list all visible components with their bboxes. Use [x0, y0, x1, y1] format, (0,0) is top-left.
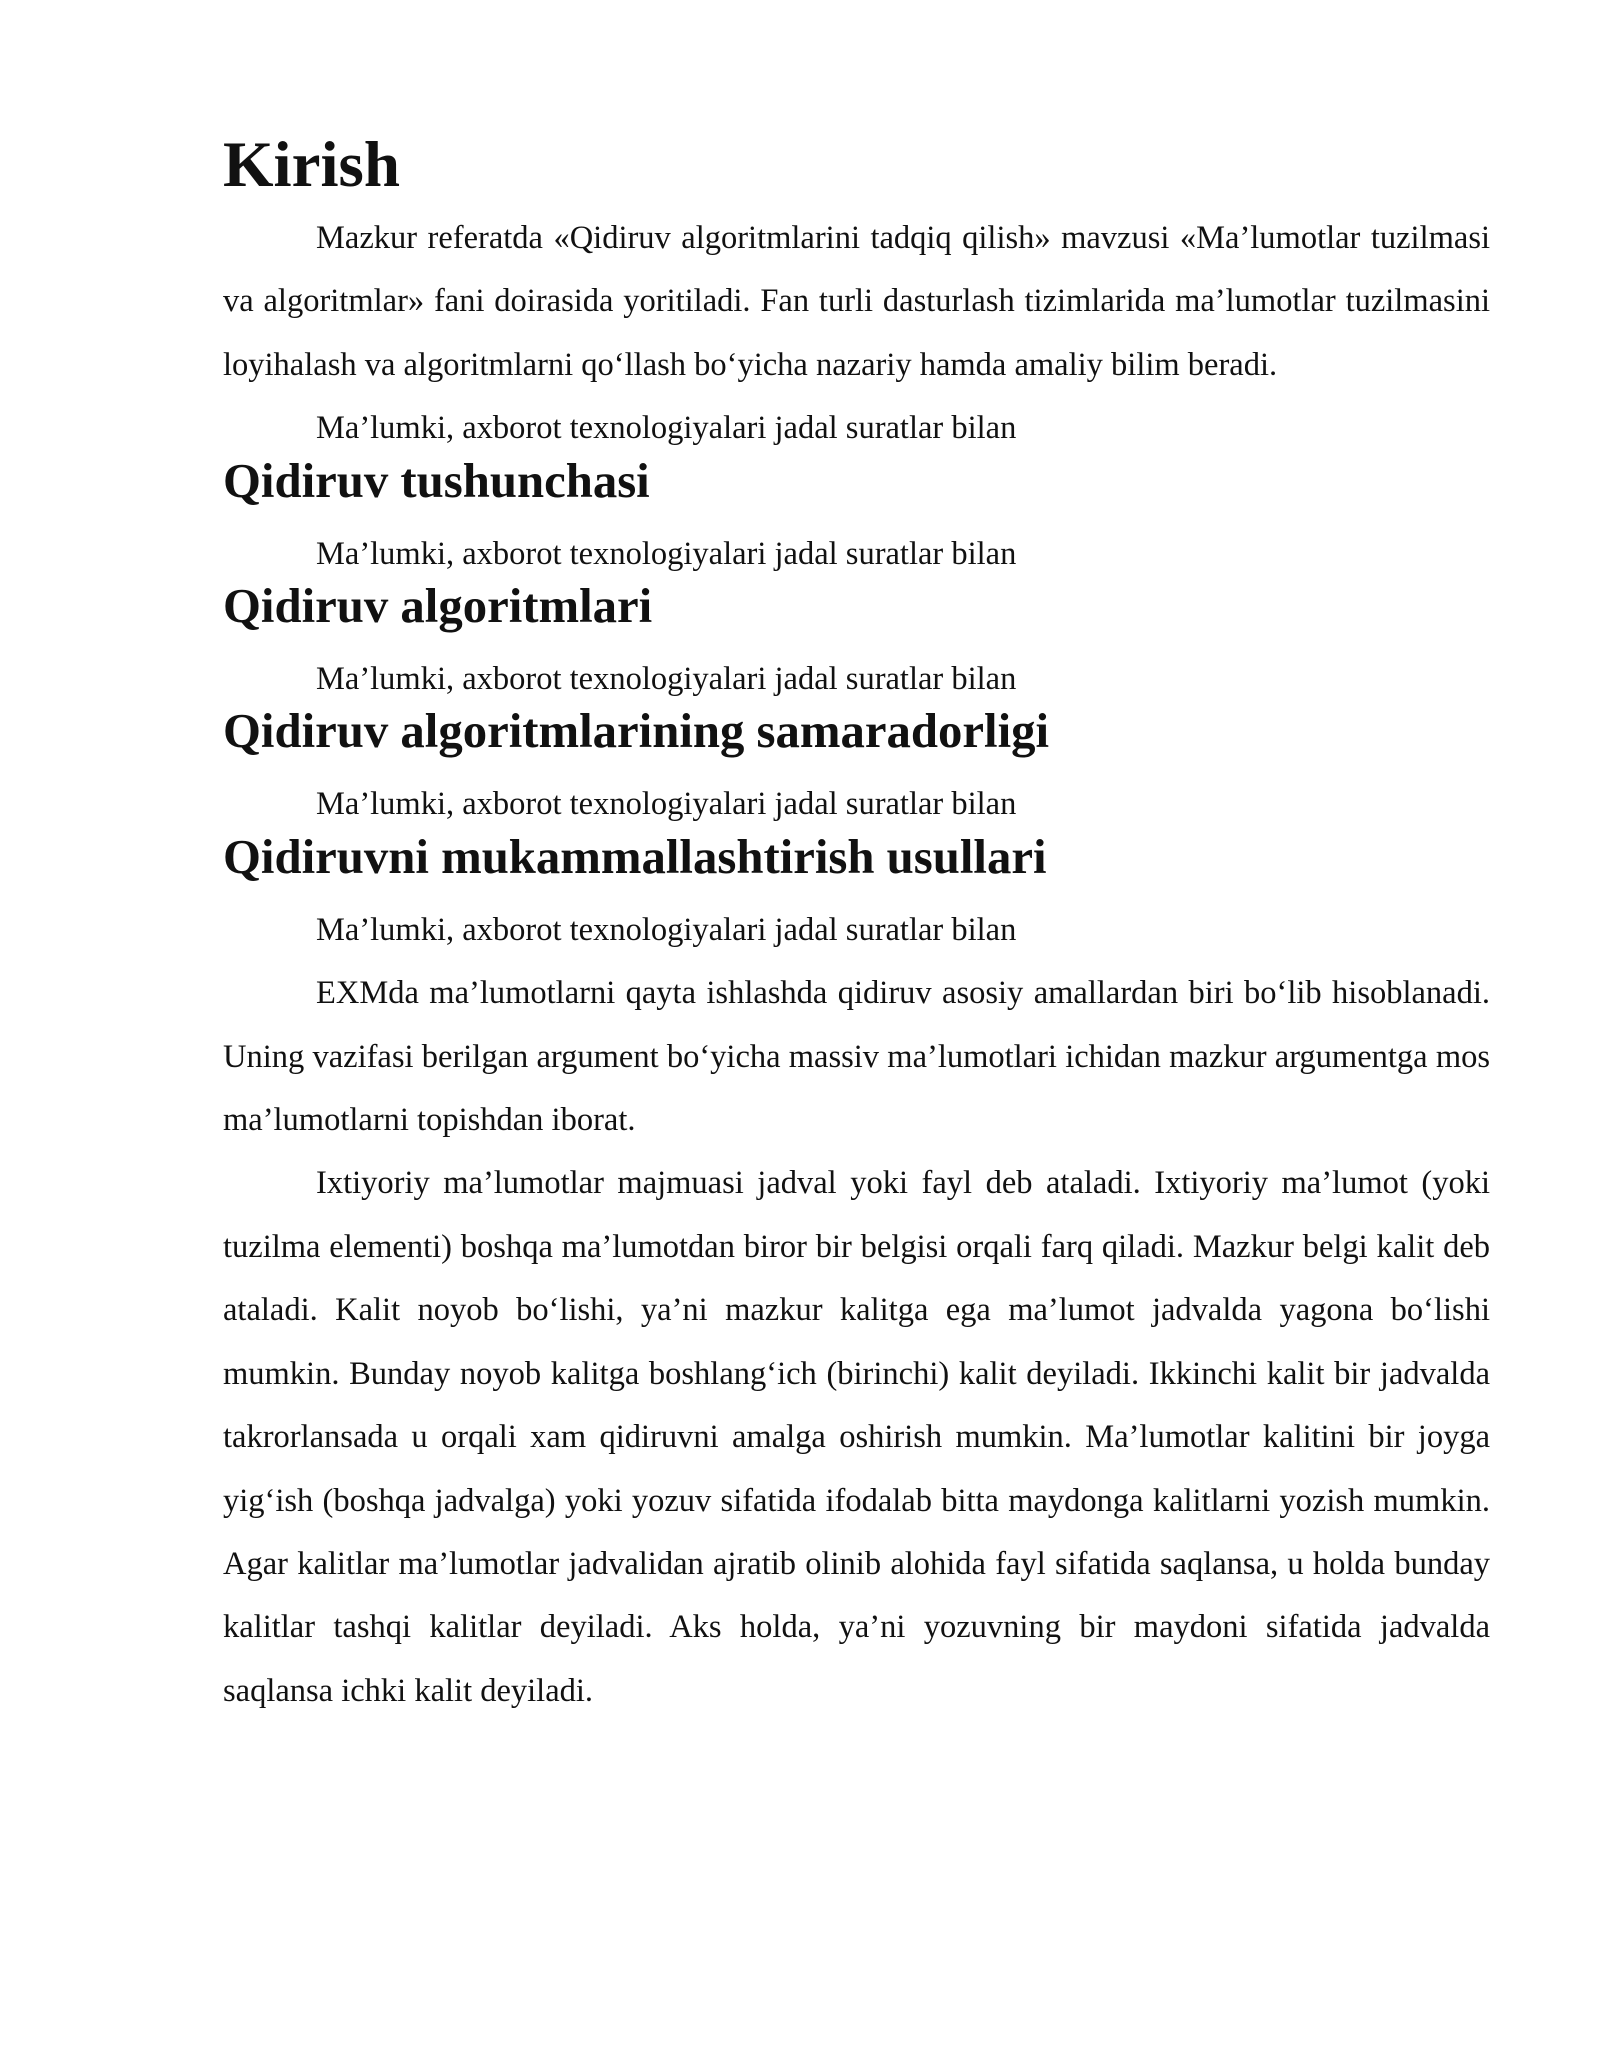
paragraph: Ma’lumki, axborot texnologiyalari jadal suratlar bilan	[316, 911, 1017, 948]
section-heading: Qidiruv algoritmlarining samaradorligi	[223, 704, 1050, 759]
paragraph: EXMda ma’lumotlarni qayta ishlashda qidiruv asosiy amallardan biri bo‘lib hisoblanadi. Uning vazifasi berilgan argument bo‘yicha massiv ma’lumotlari ichidan mazkur argumentga mos ma’lumotlarni topishdan iborat.	[223, 975, 1490, 1139]
paragraph: Ixtiyoriy ma’lumotlar majmuasi jadval yoki fayl deb ataladi. Ixtiyoriy ma’lumot (yoki tuzilma elementi) boshqa ma’lumotdan biror bir belgisi orqali farq qiladi. Mazkur belgi kalit deb ataladi. Kalit noyob bo‘lishi, ya’ni mazkur kalitga ega ma’lumot jadvalda yagona bo‘lishi mumkin. Bunday noyob kalitga boshlang‘ich (birinchi) kalit deyiladi. Ikkinchi kalit bir jadvalda takrorlansada u orqali xam qidiruvni amalga oshirish mumkin. Ma’lumotlar kalitini bir joyga yig‘ish (boshqa jadvalga) yoki yozuv sifatida ifodalab bitta maydonga kalitlarni yozish mumkin. Agar kalitlar ma’lumotlar jadvalidan ajratib olinib alohida fayl sifatida saqlansa, u holda bunday kalitlar tashqi kalitlar deyiladi. Aks holda, ya’ni yozuvning bir maydoni sifatida jadvalda saqlansa ichki kalit deyiladi.	[223, 1165, 1490, 1709]
document-page	[223, 129, 1490, 1723]
section-qidiruv-algoritmlari	[223, 579, 1490, 711]
section-heading: Kirish	[223, 129, 400, 201]
section-heading: Qidiruv tushunchasi	[223, 453, 650, 508]
paragraph: Ma’lumki, axborot texnologiyalari jadal suratlar bilan	[316, 535, 1017, 572]
section-samaradorlik	[223, 704, 1490, 836]
paragraph: Ma’lumki, axborot texnologiyalari jadal suratlar bilan	[316, 661, 1017, 698]
section-mukammallashtirish	[223, 829, 1490, 1723]
section-heading: Qidiruv algoritmlari	[223, 579, 653, 634]
paragraph: Mazkur referatda «Qidiruv algoritmlarini tadqiq qilish» mavzusi «Ma’lumotlar tuzilmasi va algoritmlar» fani doirasida yoritiladi. Fan turli dasturlash tizimlarida ma’lumotlar tuzilmasini loyihalash va algoritmlarni qo‘llash bo‘yicha nazariy hamda amaliy bilim beradi.	[223, 220, 1490, 383]
section-kirish	[223, 129, 1490, 461]
paragraph: Ma’lumki, axborot texnologiyalari jadal suratlar bilan	[316, 410, 1017, 447]
paragraph: Ma’lumki, axborot texnologiyalari jadal suratlar bilan	[316, 786, 1017, 823]
section-qidiruv-tushunchasi	[223, 453, 1490, 586]
section-heading: Qidiruvni mukammallashtirish usullari	[223, 829, 1047, 884]
